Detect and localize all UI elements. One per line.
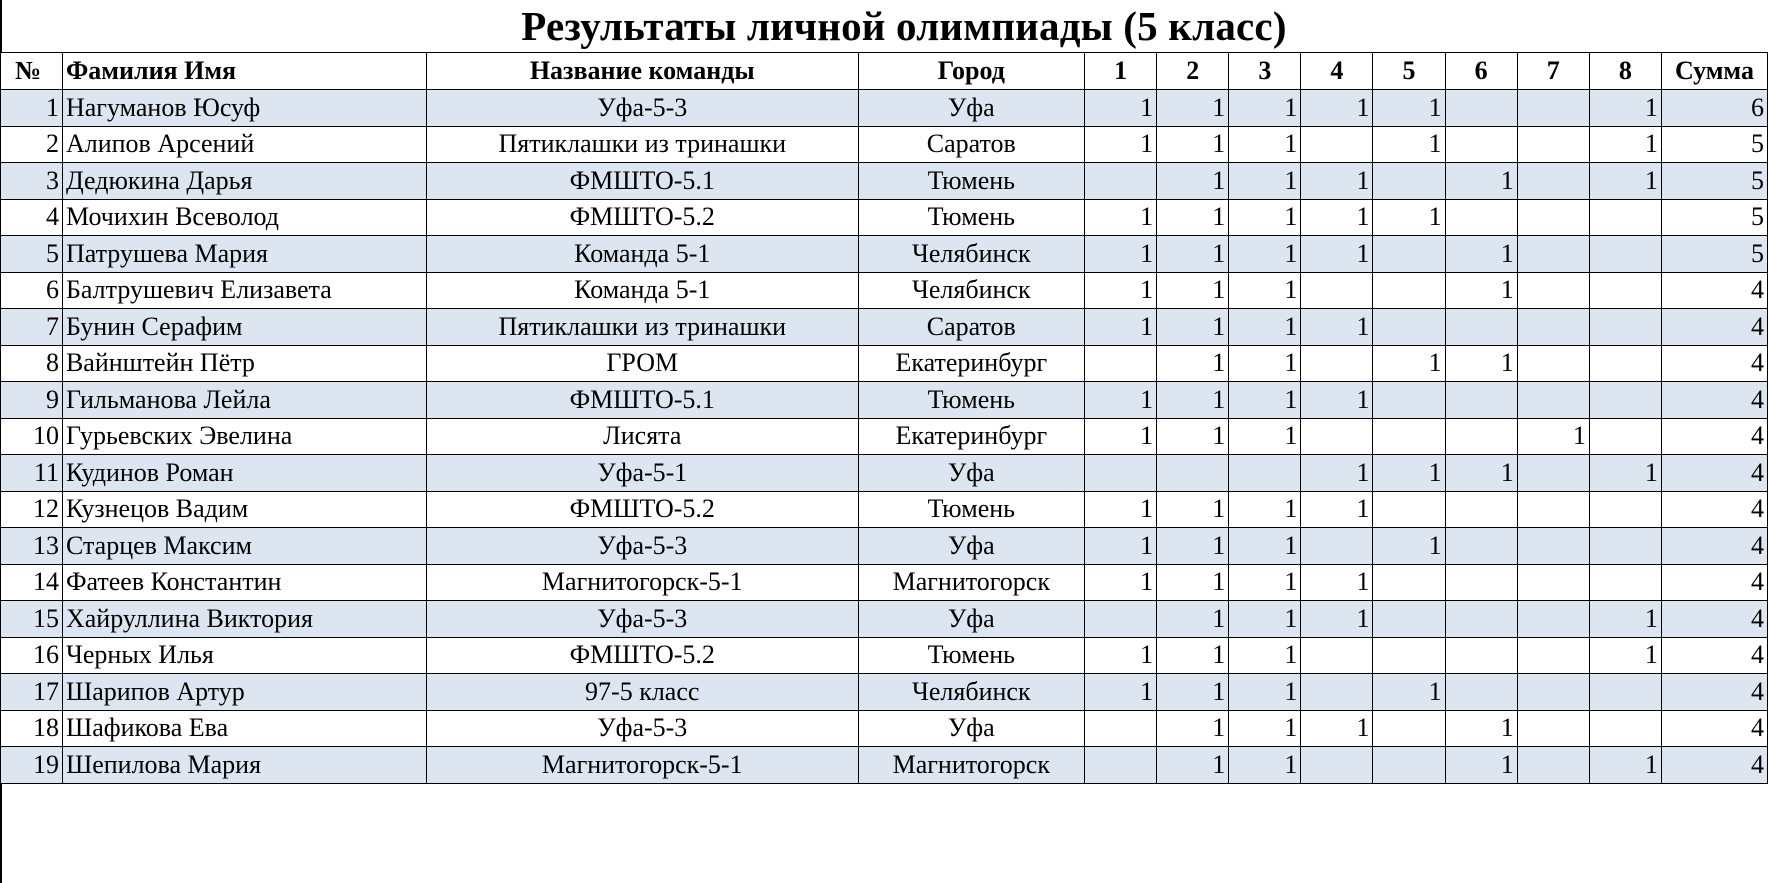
table-row	[1, 747, 1768, 784]
cell-name[interactable]: Черных Илья	[62, 637, 426, 674]
cell-problem-5[interactable]	[1373, 309, 1445, 346]
cell-problem-8[interactable]	[1589, 674, 1661, 711]
cell-team[interactable]: Уфа-5-3	[426, 710, 858, 747]
cell-team[interactable]: Команда 5-1	[426, 272, 858, 309]
cell-problem-6[interactable]	[1445, 564, 1517, 601]
cell-problem-8[interactable]: 1	[1589, 90, 1661, 127]
cell-team[interactable]: Уфа-5-3	[426, 528, 858, 565]
cell-problem-7[interactable]	[1517, 601, 1589, 638]
cell-name[interactable]: Шафикова Ева	[62, 710, 426, 747]
cell-problem-5[interactable]: 1	[1373, 455, 1445, 492]
cell-problem-1[interactable]: 1	[1085, 674, 1157, 711]
table-row	[1, 455, 1768, 492]
cell-sum[interactable]: 4	[1661, 382, 1767, 419]
cell-problem-8[interactable]: 1	[1589, 126, 1661, 163]
cell-problem-4[interactable]: 1	[1301, 455, 1373, 492]
cell-problem-2[interactable]: 1	[1157, 345, 1229, 382]
cell-problem-2[interactable]	[1157, 455, 1229, 492]
cell-problem-2[interactable]: 1	[1157, 126, 1229, 163]
cell-problem-6[interactable]: 1	[1445, 272, 1517, 309]
cell-problem-5[interactable]	[1373, 710, 1445, 747]
cell-sum[interactable]: 4	[1661, 564, 1767, 601]
cell-problem-7[interactable]	[1517, 126, 1589, 163]
cell-problem-8[interactable]	[1589, 418, 1661, 455]
cell-no[interactable]: 3	[1, 163, 63, 200]
cell-problem-7[interactable]	[1517, 345, 1589, 382]
cell-problem-5[interactable]: 1	[1373, 199, 1445, 236]
cell-no[interactable]: 13	[1, 528, 63, 565]
cell-problem-4[interactable]: 1	[1301, 564, 1373, 601]
cell-problem-7[interactable]	[1517, 564, 1589, 601]
header-city[interactable]: Город	[858, 53, 1085, 90]
cell-problem-2[interactable]: 1	[1157, 564, 1229, 601]
cell-problem-3[interactable]: 1	[1229, 564, 1301, 601]
cell-problem-6[interactable]: 1	[1445, 455, 1517, 492]
table-row	[1, 382, 1768, 419]
cell-problem-7[interactable]	[1517, 309, 1589, 346]
cell-problem-4[interactable]	[1301, 345, 1373, 382]
table-row	[1, 345, 1768, 382]
cell-problem-7[interactable]	[1517, 272, 1589, 309]
cell-problem-6[interactable]	[1445, 382, 1517, 419]
table-row	[1, 710, 1768, 747]
cell-problem-5[interactable]	[1373, 382, 1445, 419]
cell-problem-1[interactable]: 1	[1085, 637, 1157, 674]
cell-problem-6[interactable]: 1	[1445, 345, 1517, 382]
cell-problem-8[interactable]	[1589, 309, 1661, 346]
cell-problem-8[interactable]	[1589, 382, 1661, 419]
cell-problem-8[interactable]: 1	[1589, 637, 1661, 674]
cell-problem-8[interactable]	[1589, 199, 1661, 236]
cell-city[interactable]: Магнитогорск	[858, 747, 1085, 784]
cell-name[interactable]: Гурьевских Эвелина	[62, 418, 426, 455]
cell-problem-4[interactable]: 1	[1301, 163, 1373, 200]
cell-problem-2[interactable]: 1	[1157, 309, 1229, 346]
cell-problem-4[interactable]	[1301, 674, 1373, 711]
cell-name[interactable]: Вайнштейн Пётр	[62, 345, 426, 382]
cell-problem-3[interactable]: 1	[1229, 345, 1301, 382]
cell-sum[interactable]: 5	[1661, 236, 1767, 273]
cell-sum[interactable]: 5	[1661, 163, 1767, 200]
cell-problem-6[interactable]: 1	[1445, 710, 1517, 747]
cell-name[interactable]: Алипов Арсений	[62, 126, 426, 163]
cell-city[interactable]: Саратов	[858, 126, 1085, 163]
cell-city[interactable]: Челябинск	[858, 236, 1085, 273]
cell-problem-1[interactable]: 1	[1085, 528, 1157, 565]
cell-problem-2[interactable]: 1	[1157, 90, 1229, 127]
cell-sum[interactable]: 4	[1661, 674, 1767, 711]
cell-problem-4[interactable]: 1	[1301, 382, 1373, 419]
cell-problem-1[interactable]: 1	[1085, 382, 1157, 419]
cell-team[interactable]: Магнитогорск-5-1	[426, 747, 858, 784]
header-no[interactable]: №	[1, 53, 63, 90]
cell-problem-8[interactable]: 1	[1589, 747, 1661, 784]
cell-team[interactable]: 97-5 класс	[426, 674, 858, 711]
cell-problem-2[interactable]: 1	[1157, 747, 1229, 784]
cell-problem-1[interactable]	[1085, 345, 1157, 382]
cell-problem-1[interactable]	[1085, 747, 1157, 784]
cell-problem-8[interactable]: 1	[1589, 455, 1661, 492]
cell-city[interactable]: Тюмень	[858, 382, 1085, 419]
cell-no[interactable]: 18	[1, 710, 63, 747]
cell-team[interactable]: Команда 5-1	[426, 236, 858, 273]
cell-problem-2[interactable]: 1	[1157, 674, 1229, 711]
cell-problem-1[interactable]: 1	[1085, 90, 1157, 127]
table-row	[1, 163, 1768, 200]
cell-team[interactable]: Уфа-5-1	[426, 455, 858, 492]
cell-problem-5[interactable]: 1	[1373, 126, 1445, 163]
cell-problem-6[interactable]	[1445, 418, 1517, 455]
cell-problem-3[interactable]: 1	[1229, 236, 1301, 273]
cell-problem-2[interactable]: 1	[1157, 528, 1229, 565]
cell-no[interactable]: 16	[1, 637, 63, 674]
cell-problem-5[interactable]	[1373, 236, 1445, 273]
cell-problem-1[interactable]	[1085, 601, 1157, 638]
cell-problem-2[interactable]: 1	[1157, 236, 1229, 273]
cell-problem-2[interactable]: 1	[1157, 272, 1229, 309]
cell-team[interactable]: ФМШТО-5.2	[426, 491, 858, 528]
cell-problem-1[interactable]: 1	[1085, 272, 1157, 309]
header-problem-2[interactable]: 2	[1157, 53, 1229, 90]
cell-problem-2[interactable]: 1	[1157, 601, 1229, 638]
cell-problem-5[interactable]	[1373, 491, 1445, 528]
cell-problem-3[interactable]: 1	[1229, 491, 1301, 528]
cell-problem-6[interactable]	[1445, 601, 1517, 638]
cell-problem-4[interactable]	[1301, 637, 1373, 674]
cell-problem-4[interactable]	[1301, 418, 1373, 455]
cell-problem-1[interactable]: 1	[1085, 491, 1157, 528]
cell-sum[interactable]: 4	[1661, 637, 1767, 674]
cell-problem-3[interactable]: 1	[1229, 126, 1301, 163]
table-row	[1, 418, 1768, 455]
cell-problem-7[interactable]	[1517, 747, 1589, 784]
cell-sum[interactable]: 4	[1661, 418, 1767, 455]
cell-problem-7[interactable]	[1517, 90, 1589, 127]
cell-problem-5[interactable]	[1373, 564, 1445, 601]
header-problem-4[interactable]: 4	[1301, 53, 1373, 90]
cell-team[interactable]: ФМШТО-5.1	[426, 382, 858, 419]
table-row	[1, 491, 1768, 528]
header-problem-3[interactable]: 3	[1229, 53, 1301, 90]
cell-problem-6[interactable]	[1445, 528, 1517, 565]
cell-problem-4[interactable]: 1	[1301, 601, 1373, 638]
header-problem-1[interactable]: 1	[1085, 53, 1157, 90]
cell-problem-6[interactable]: 1	[1445, 236, 1517, 273]
cell-no[interactable]: 19	[1, 747, 63, 784]
title-row[interactable]	[0, 0, 1768, 53]
cell-sum[interactable]: 5	[1661, 199, 1767, 236]
cell-problem-1[interactable]: 1	[1085, 199, 1157, 236]
cell-no[interactable]: 11	[1, 455, 63, 492]
cell-name[interactable]: Дедюкина Дарья	[62, 163, 426, 200]
cell-problem-3[interactable]: 1	[1229, 382, 1301, 419]
cell-team[interactable]: Уфа-5-3	[426, 90, 858, 127]
cell-city[interactable]: Тюмень	[858, 163, 1085, 200]
cell-no[interactable]: 7	[1, 309, 63, 346]
results-table	[0, 52, 1768, 784]
cell-problem-5[interactable]	[1373, 637, 1445, 674]
cell-problem-4[interactable]: 1	[1301, 491, 1373, 528]
cell-sum[interactable]: 4	[1661, 710, 1767, 747]
cell-name[interactable]: Хайруллина Виктория	[62, 601, 426, 638]
cell-problem-7[interactable]	[1517, 199, 1589, 236]
table-row	[1, 564, 1768, 601]
cell-no[interactable]: 2	[1, 126, 63, 163]
cell-problem-5[interactable]: 1	[1373, 674, 1445, 711]
cell-no[interactable]: 15	[1, 601, 63, 638]
cell-problem-5[interactable]	[1373, 747, 1445, 784]
cell-problem-4[interactable]	[1301, 272, 1373, 309]
cell-problem-4[interactable]: 1	[1301, 236, 1373, 273]
cell-problem-7[interactable]	[1517, 528, 1589, 565]
table-row	[1, 199, 1768, 236]
cell-name[interactable]: Старцев Максим	[62, 528, 426, 565]
cell-problem-5[interactable]: 1	[1373, 528, 1445, 565]
cell-problem-8[interactable]: 1	[1589, 163, 1661, 200]
header-problem-6[interactable]: 6	[1445, 53, 1517, 90]
cell-city[interactable]: Челябинск	[858, 674, 1085, 711]
cell-problem-7[interactable]	[1517, 674, 1589, 711]
cell-problem-1[interactable]: 1	[1085, 126, 1157, 163]
table-row	[1, 309, 1768, 346]
cell-no[interactable]: 5	[1, 236, 63, 273]
cell-no[interactable]: 1	[1, 90, 63, 127]
cell-problem-5[interactable]	[1373, 418, 1445, 455]
table-row	[1, 90, 1768, 127]
cell-team[interactable]: ФМШТО-5.1	[426, 163, 858, 200]
cell-problem-4[interactable]	[1301, 747, 1373, 784]
cell-name[interactable]: Гильманова Лейла	[62, 382, 426, 419]
cell-city[interactable]: Челябинск	[858, 272, 1085, 309]
table-row	[1, 126, 1768, 163]
cell-problem-6[interactable]	[1445, 90, 1517, 127]
cell-name[interactable]: Кузнецов Вадим	[62, 491, 426, 528]
cell-problem-7[interactable]	[1517, 491, 1589, 528]
cell-problem-5[interactable]	[1373, 163, 1445, 200]
cell-problem-7[interactable]	[1517, 637, 1589, 674]
cell-problem-8[interactable]: 1	[1589, 601, 1661, 638]
cell-city[interactable]: Тюмень	[858, 637, 1085, 674]
cell-sum[interactable]: 4	[1661, 309, 1767, 346]
cell-problem-7[interactable]: 1	[1517, 418, 1589, 455]
cell-name[interactable]: Нагуманов Юсуф	[62, 90, 426, 127]
cell-sum[interactable]: 4	[1661, 491, 1767, 528]
cell-sum[interactable]: 4	[1661, 601, 1767, 638]
cell-no[interactable]: 12	[1, 491, 63, 528]
cell-problem-2[interactable]: 1	[1157, 163, 1229, 200]
cell-problem-6[interactable]: 1	[1445, 747, 1517, 784]
cell-problem-3[interactable]: 1	[1229, 272, 1301, 309]
cell-problem-3[interactable]: 1	[1229, 747, 1301, 784]
table-row	[1, 272, 1768, 309]
cell-problem-3[interactable]: 1	[1229, 528, 1301, 565]
cell-team[interactable]: Уфа-5-3	[426, 601, 858, 638]
cell-problem-8[interactable]	[1589, 710, 1661, 747]
cell-problem-5[interactable]	[1373, 272, 1445, 309]
cell-team[interactable]: Лисята	[426, 418, 858, 455]
cell-name[interactable]: Патрушева Мария	[62, 236, 426, 273]
cell-problem-4[interactable]: 1	[1301, 199, 1373, 236]
cell-problem-3[interactable]: 1	[1229, 637, 1301, 674]
header-problem-8[interactable]: 8	[1589, 53, 1661, 90]
cell-problem-6[interactable]	[1445, 491, 1517, 528]
cell-name[interactable]: Шарипов Артур	[62, 674, 426, 711]
cell-problem-8[interactable]	[1589, 236, 1661, 273]
cell-name[interactable]: Кудинов Роман	[62, 455, 426, 492]
cell-city[interactable]: Уфа	[858, 528, 1085, 565]
cell-problem-8[interactable]	[1589, 528, 1661, 565]
cell-no[interactable]: 14	[1, 564, 63, 601]
cell-problem-3[interactable]: 1	[1229, 601, 1301, 638]
results-body	[1, 90, 1768, 784]
table-row	[1, 637, 1768, 674]
cell-city[interactable]: Уфа	[858, 90, 1085, 127]
cell-problem-3[interactable]: 1	[1229, 199, 1301, 236]
cell-no[interactable]: 8	[1, 345, 63, 382]
cell-problem-8[interactable]	[1589, 272, 1661, 309]
cell-problem-1[interactable]	[1085, 455, 1157, 492]
cell-name[interactable]: Мочихин Всеволод	[62, 199, 426, 236]
cell-name[interactable]: Балтрушевич Елизавета	[62, 272, 426, 309]
header-row	[1, 53, 1768, 90]
cell-city[interactable]: Саратов	[858, 309, 1085, 346]
cell-problem-5[interactable]	[1373, 601, 1445, 638]
cell-problem-4[interactable]	[1301, 528, 1373, 565]
cell-problem-1[interactable]: 1	[1085, 309, 1157, 346]
cell-problem-7[interactable]	[1517, 710, 1589, 747]
cell-sum[interactable]: 4	[1661, 272, 1767, 309]
cell-problem-2[interactable]: 1	[1157, 491, 1229, 528]
cell-problem-2[interactable]: 1	[1157, 382, 1229, 419]
cell-team[interactable]: Пятиклашки из тринашки	[426, 126, 858, 163]
table-row	[1, 236, 1768, 273]
cell-problem-6[interactable]	[1445, 674, 1517, 711]
cell-problem-1[interactable]: 1	[1085, 236, 1157, 273]
cell-problem-1[interactable]	[1085, 163, 1157, 200]
table-row	[1, 528, 1768, 565]
cell-city[interactable]: Уфа	[858, 455, 1085, 492]
cell-no[interactable]: 17	[1, 674, 63, 711]
cell-city[interactable]: Магнитогорск	[858, 564, 1085, 601]
cell-team[interactable]: Пятиклашки из тринашки	[426, 309, 858, 346]
cell-problem-3[interactable]: 1	[1229, 418, 1301, 455]
cell-problem-8[interactable]	[1589, 491, 1661, 528]
page-title: Результаты личной олимпиады (5 класс)	[521, 3, 1287, 49]
cell-no[interactable]: 9	[1, 382, 63, 419]
cell-sum[interactable]: 4	[1661, 747, 1767, 784]
cell-problem-5[interactable]: 1	[1373, 345, 1445, 382]
cell-problem-1[interactable]: 1	[1085, 564, 1157, 601]
cell-problem-3[interactable]	[1229, 455, 1301, 492]
cell-sum[interactable]: 4	[1661, 528, 1767, 565]
cell-no[interactable]: 4	[1, 199, 63, 236]
cell-problem-7[interactable]	[1517, 163, 1589, 200]
header-name[interactable]: Фамилия Имя	[62, 53, 426, 90]
table-row	[1, 674, 1768, 711]
header-team[interactable]: Название команды	[426, 53, 858, 90]
cell-team[interactable]: ГРОМ	[426, 345, 858, 382]
cell-name[interactable]: Фатеев Константин	[62, 564, 426, 601]
cell-problem-1[interactable]	[1085, 710, 1157, 747]
cell-sum[interactable]: 4	[1661, 455, 1767, 492]
cell-problem-2[interactable]: 1	[1157, 710, 1229, 747]
cell-no[interactable]: 6	[1, 272, 63, 309]
header-sum[interactable]: Сумма	[1661, 53, 1767, 90]
cell-team[interactable]: Магнитогорск-5-1	[426, 564, 858, 601]
cell-problem-4[interactable]: 1	[1301, 309, 1373, 346]
cell-city[interactable]: Уфа	[858, 601, 1085, 638]
cell-team[interactable]: ФМШТО-5.2	[426, 637, 858, 674]
cell-name[interactable]: Бунин Серафим	[62, 309, 426, 346]
cell-problem-7[interactable]	[1517, 236, 1589, 273]
cell-problem-2[interactable]: 1	[1157, 418, 1229, 455]
cell-name[interactable]: Шепилова Мария	[62, 747, 426, 784]
cell-problem-6[interactable]: 1	[1445, 163, 1517, 200]
cell-problem-3[interactable]: 1	[1229, 710, 1301, 747]
cell-problem-3[interactable]: 1	[1229, 90, 1301, 127]
cell-city[interactable]: Екатеринбург	[858, 345, 1085, 382]
cell-problem-3[interactable]: 1	[1229, 163, 1301, 200]
cell-city[interactable]: Екатеринбург	[858, 418, 1085, 455]
cell-problem-2[interactable]: 1	[1157, 637, 1229, 674]
cell-no[interactable]: 10	[1, 418, 63, 455]
cell-problem-6[interactable]	[1445, 199, 1517, 236]
cell-city[interactable]: Тюмень	[858, 199, 1085, 236]
header-problem-5[interactable]: 5	[1373, 53, 1445, 90]
cell-problem-6[interactable]	[1445, 637, 1517, 674]
cell-team[interactable]: ФМШТО-5.2	[426, 199, 858, 236]
cell-problem-5[interactable]: 1	[1373, 90, 1445, 127]
cell-sum[interactable]: 5	[1661, 126, 1767, 163]
cell-problem-4[interactable]: 1	[1301, 710, 1373, 747]
cell-problem-2[interactable]: 1	[1157, 199, 1229, 236]
table-row	[1, 601, 1768, 638]
cell-problem-4[interactable]: 1	[1301, 90, 1373, 127]
cell-problem-6[interactable]	[1445, 309, 1517, 346]
header-problem-7[interactable]: 7	[1517, 53, 1589, 90]
cell-sum[interactable]: 6	[1661, 90, 1767, 127]
cell-problem-7[interactable]	[1517, 382, 1589, 419]
cell-problem-3[interactable]: 1	[1229, 309, 1301, 346]
cell-problem-6[interactable]	[1445, 126, 1517, 163]
cell-city[interactable]: Уфа	[858, 710, 1085, 747]
cell-problem-1[interactable]: 1	[1085, 418, 1157, 455]
cell-problem-4[interactable]	[1301, 126, 1373, 163]
cell-city[interactable]: Тюмень	[858, 491, 1085, 528]
cell-problem-8[interactable]	[1589, 564, 1661, 601]
cell-sum[interactable]: 4	[1661, 345, 1767, 382]
cell-problem-8[interactable]	[1589, 345, 1661, 382]
cell-problem-3[interactable]: 1	[1229, 674, 1301, 711]
cell-problem-7[interactable]	[1517, 455, 1589, 492]
